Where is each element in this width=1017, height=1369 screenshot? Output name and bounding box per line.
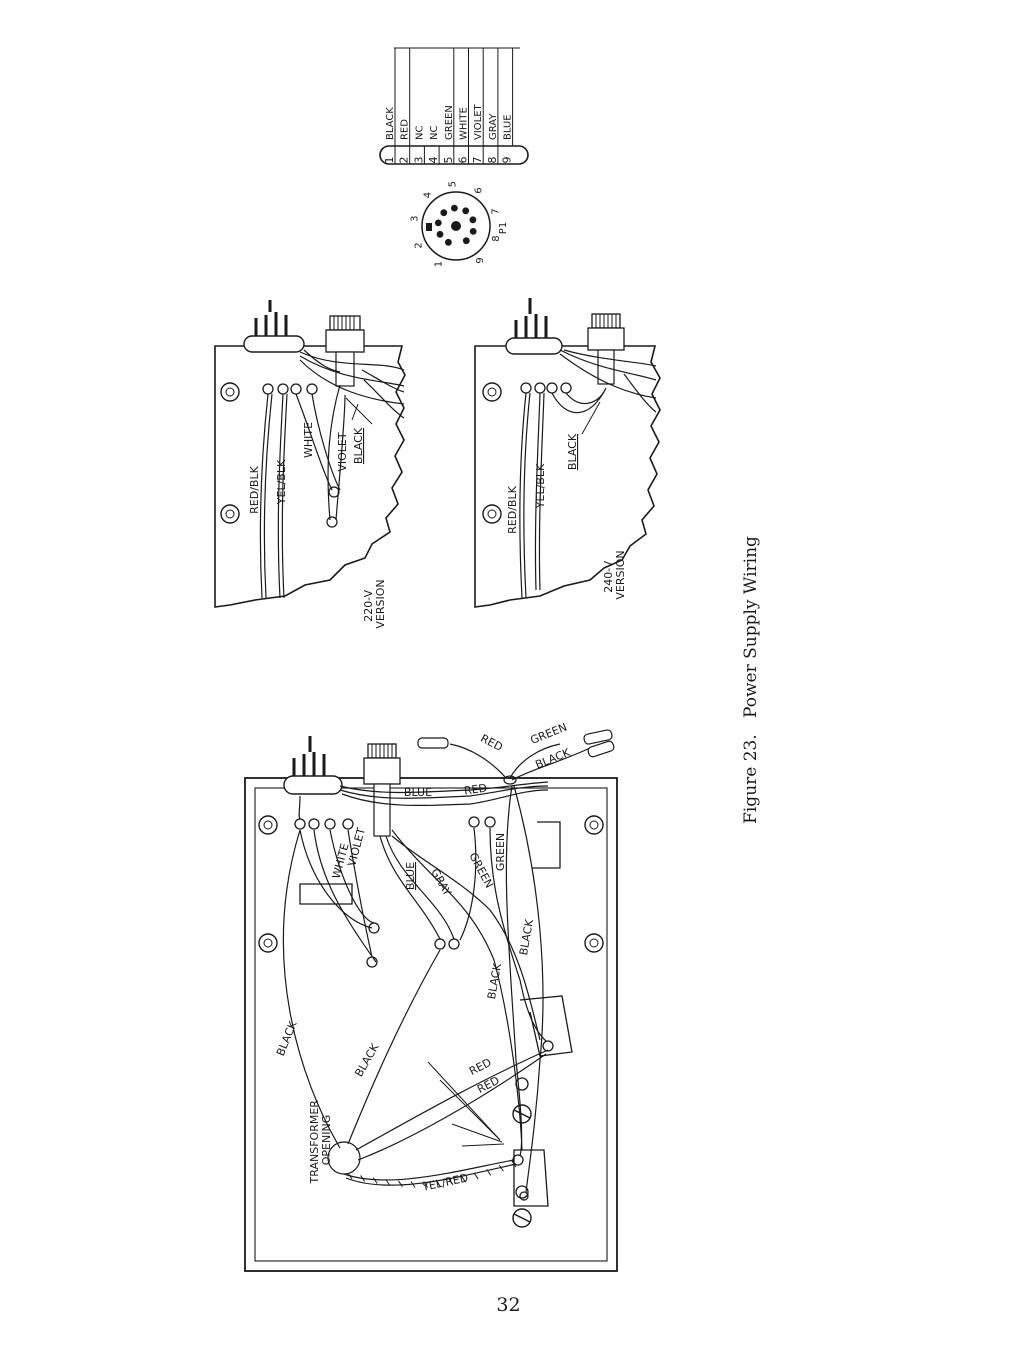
fuse-holder-main xyxy=(364,744,400,836)
transformer-opening-label xyxy=(308,1097,333,1185)
wire-label-white: WHITE xyxy=(329,841,352,881)
socket-center-key xyxy=(451,221,461,231)
socket-pin-number: 2 xyxy=(413,242,425,249)
screw-icon xyxy=(585,934,603,952)
pin-wire-name: GREEN xyxy=(443,105,455,140)
pin-wire-name: NC xyxy=(429,125,441,140)
wire-label-red-top: RED xyxy=(463,781,488,798)
page-number: 32 xyxy=(496,1294,521,1316)
wire-label-green: GREEN xyxy=(466,850,496,891)
socket-p1-diagram xyxy=(410,181,509,267)
pin-number: 7 xyxy=(471,156,485,164)
socket-pin-number: 9 xyxy=(475,257,487,264)
socket-pin-hole xyxy=(462,207,469,214)
socket-pin-number: 7 xyxy=(490,208,502,215)
screw-icon xyxy=(585,816,603,834)
lead-terminal-red xyxy=(418,738,448,748)
pin-wire-name: WHITE xyxy=(458,107,470,140)
socket-pin-hole xyxy=(437,231,444,238)
socket-pin-hole xyxy=(470,228,477,235)
version-line-2: VERSION xyxy=(374,579,387,629)
power-cord-220 xyxy=(244,300,304,352)
version-label-220 xyxy=(362,579,387,628)
inset-240v-diagram xyxy=(475,298,660,607)
plug-pin-table xyxy=(380,48,528,164)
socket-pin-hole xyxy=(470,216,477,223)
screw-icon xyxy=(483,505,501,523)
socket-pin-hole xyxy=(463,237,470,244)
transformer-line-1: TRANSFORMER xyxy=(308,1100,321,1184)
wire-label-red-blk: RED/BLK xyxy=(248,466,261,514)
pin-number: 1 xyxy=(383,156,396,164)
pin-wire-name: RED xyxy=(399,119,411,140)
socket-pin-hole xyxy=(445,239,452,246)
fuse-holder-240 xyxy=(588,314,624,384)
figure-caption: Figure 23. Power Supply Wiring xyxy=(741,536,761,824)
main-chassis-diagram xyxy=(245,721,617,1271)
pin-number: 9 xyxy=(500,156,514,164)
inset-220v-diagram xyxy=(215,300,405,629)
socket-pin-hole xyxy=(435,220,442,227)
screw-icon xyxy=(513,1105,531,1123)
wire-label-yel-red: YEL/RED xyxy=(421,1171,470,1194)
version-line-1: 240-V xyxy=(602,560,615,593)
socket-pin-number: 3 xyxy=(409,215,421,222)
socket-pin-hole xyxy=(440,209,447,216)
wire-label-white: WHITE xyxy=(302,421,315,459)
pin-number: 8 xyxy=(485,156,499,164)
screw-icon xyxy=(259,934,277,952)
wire-label-violet: VIOLET xyxy=(345,826,368,868)
pin-number: 6 xyxy=(456,156,470,164)
screw-icon xyxy=(483,383,501,401)
pin-number: 5 xyxy=(441,156,455,164)
pin-wire-name: GRAY xyxy=(487,113,499,140)
wire-label-black-left: BLACK xyxy=(273,1019,300,1058)
wire-label-black: BLACK xyxy=(352,427,365,465)
socket-pin-number: 6 xyxy=(473,187,485,194)
wire-label-green-2: GREEN xyxy=(494,832,507,872)
wire-label-blue: BLUE xyxy=(404,861,417,891)
screw-icon xyxy=(513,1209,531,1227)
wire-label-yel-blk: YEL/BLK xyxy=(275,459,288,505)
wire-label-blue-top: BLUE xyxy=(403,786,433,799)
wire-label-black-mid: BLACK xyxy=(352,1041,382,1080)
power-cord-240 xyxy=(506,298,562,354)
version-line-1: 220-V xyxy=(362,589,375,622)
lead-label-green: GREEN xyxy=(528,720,569,747)
wire-label-red-2: RED xyxy=(475,1073,502,1097)
wire-label-yel-blk: YEL/BLK xyxy=(534,463,547,509)
lead-label-red: RED xyxy=(478,731,505,755)
wire-label-black-right-1: BLACK xyxy=(517,918,537,957)
wire-label-black-right-2: BLACK xyxy=(485,962,505,1001)
wire-label-gray: GRAY xyxy=(428,866,454,899)
version-line-2: VERSION xyxy=(614,550,627,600)
socket-pin-hole xyxy=(451,205,458,212)
wire-label-violet: VIOLET xyxy=(336,432,349,472)
socket-pin-number: 8 xyxy=(491,235,503,242)
wire-label-red-blk: RED/BLK xyxy=(506,486,519,534)
screw-icon xyxy=(221,383,239,401)
pin-wire-name: VIOLET xyxy=(473,104,485,140)
version-label-240 xyxy=(602,550,627,599)
socket-pin-number: 5 xyxy=(447,181,459,188)
socket-label: P1 xyxy=(498,221,509,235)
socket-pin-number: 1 xyxy=(433,260,445,268)
wire-label-red-1: RED xyxy=(467,1055,494,1079)
pin-wire-name: BLUE xyxy=(502,114,514,140)
pin-wire-name: BLACK xyxy=(385,107,396,140)
power-cord-main xyxy=(284,736,342,794)
pin-number: 4 xyxy=(427,156,441,164)
fuse-holder-220 xyxy=(326,316,364,386)
pin-wire-name: NC xyxy=(414,125,426,140)
screw-icon xyxy=(221,505,239,523)
socket-pin-number: 4 xyxy=(422,191,434,199)
pin-number: 3 xyxy=(412,156,426,164)
lead-label-black: BLACK xyxy=(533,745,572,772)
screw-icon xyxy=(259,816,277,834)
wire-label-black: BLACK xyxy=(566,433,579,471)
pin-number: 2 xyxy=(397,156,411,164)
transformer-line-2: OPENING xyxy=(320,1114,333,1166)
